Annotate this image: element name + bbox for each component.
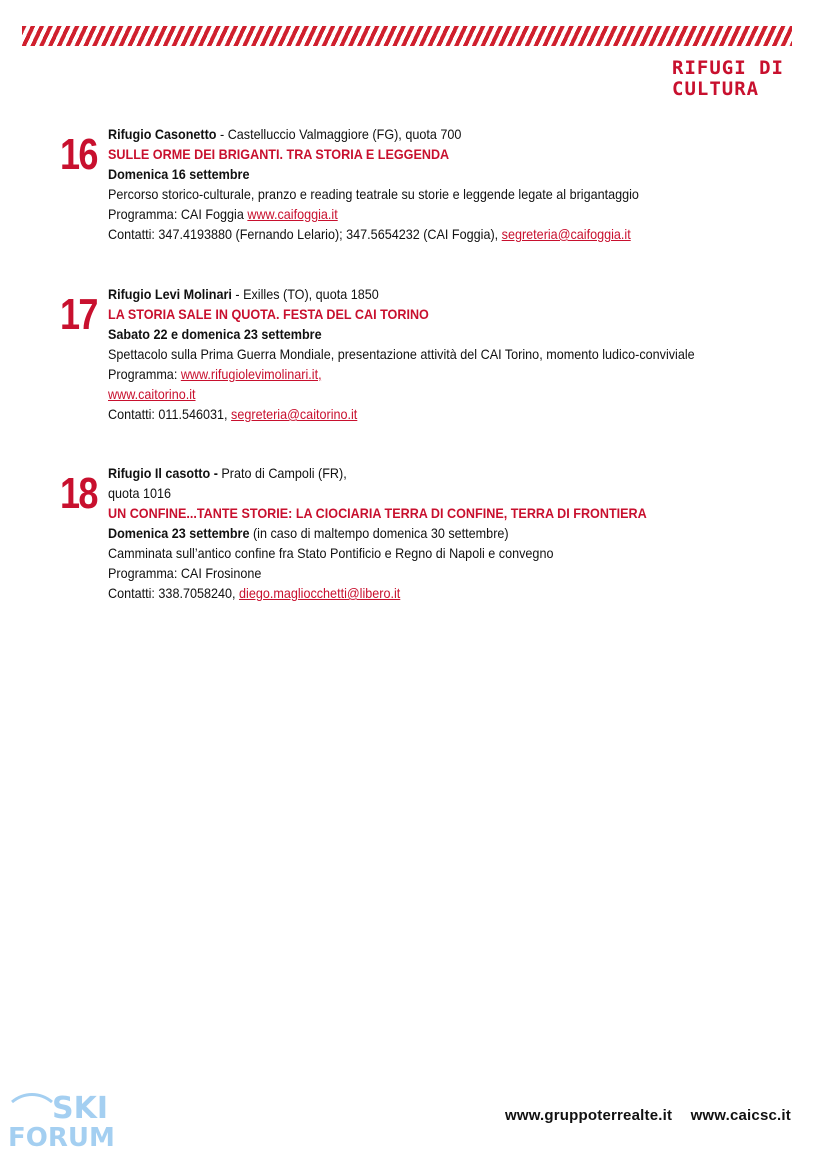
event-details: [108, 124, 798, 244]
event-date: Domenica 23 settembre: [108, 525, 250, 541]
event-description: Camminata sull’antico confine fra Stato Pontificio e Regno di Napoli e convegno: [108, 545, 554, 561]
program-label: Programma: CAI Frosinone: [108, 565, 262, 581]
refuge-location: - Castelluccio Valmaggiore (FG), quota 700: [216, 126, 462, 142]
event-number: 18: [60, 469, 97, 518]
brand-line-1: RIFUGI DI: [672, 57, 784, 79]
watermark-forum: FORUM: [8, 1123, 115, 1150]
brand-logo-rifugi-di-cultura: [672, 58, 794, 100]
event-title: UN CONFINE...TANTE STORIE: LA CIOCIARIA TERRA DI CONFINE, TERRA DI FRONTIERA: [108, 505, 647, 521]
contacts-email-link[interactable]: diego.magliocchetti@libero.it: [239, 585, 401, 601]
footer-site-gruppoterrealte[interactable]: www.gruppoterrealte.it: [504, 1107, 673, 1124]
refuge-name: Rifugio Casonetto: [108, 126, 217, 142]
ski-forum-watermark-logo: [0, 1088, 150, 1150]
refuge-altitude: quota 1016: [108, 485, 172, 501]
contacts-label: Contatti: 347.4193880 (Fernando Lelario); 347.5654232 (CAI Foggia),: [108, 226, 502, 242]
program-label: Programma: CAI Foggia: [108, 206, 248, 222]
contacts-email-link[interactable]: segreteria@caifoggia.it: [501, 226, 631, 242]
event-details: [108, 284, 798, 424]
contacts-label: Contatti: 011.546031,: [108, 406, 232, 422]
event-description: Percorso storico-culturale, pranzo e reading teatrale su storie e leggende legate al brigantaggio: [108, 186, 639, 202]
contacts-label: Contatti: 338.7058240,: [108, 585, 240, 601]
refuge-name: Rifugio Levi Molinari: [108, 286, 232, 302]
program-label: Programma:: [108, 366, 181, 382]
footer-site-caicsc[interactable]: www.caicsc.it: [690, 1107, 791, 1124]
event-details: [108, 463, 798, 603]
brand-line-2: CULTURA: [672, 78, 760, 100]
refuge-location: Prato di Campoli (FR),: [221, 465, 347, 481]
watermark-ski: SKI: [52, 1091, 109, 1126]
contacts-email-link[interactable]: segreteria@caitorino.it: [231, 406, 358, 422]
refuge-name: Rifugio Il casotto -: [108, 465, 222, 481]
event-number: 17: [60, 290, 97, 339]
event-title: LA STORIA SALE IN QUOTA. FESTA DEL CAI TORINO: [108, 306, 429, 322]
program-link[interactable]: www.rifugiolevimolinari.it,: [180, 366, 322, 382]
footer-websites: [491, 1107, 791, 1124]
program-link-2[interactable]: www.caitorino.it: [108, 386, 196, 402]
event-date-note: (in caso di maltempo domenica 30 settembre): [249, 525, 509, 541]
event-number: 16: [60, 130, 97, 179]
decorative-stripe-bar: [22, 26, 792, 46]
event-date: Sabato 22 e domenica 23 settembre: [108, 326, 322, 342]
event-description: Spettacolo sulla Prima Guerra Mondiale, presentazione attività del CAI Torino, momento ludico-conviviale: [108, 346, 695, 362]
event-title: SULLE ORME DEI BRIGANTI. TRA STORIA E LEGGENDA: [108, 146, 450, 162]
refuge-location: - Exilles (TO), quota 1850: [231, 286, 379, 302]
event-date: Domenica 16 settembre: [108, 166, 250, 182]
program-link[interactable]: www.caifoggia.it: [247, 206, 338, 222]
